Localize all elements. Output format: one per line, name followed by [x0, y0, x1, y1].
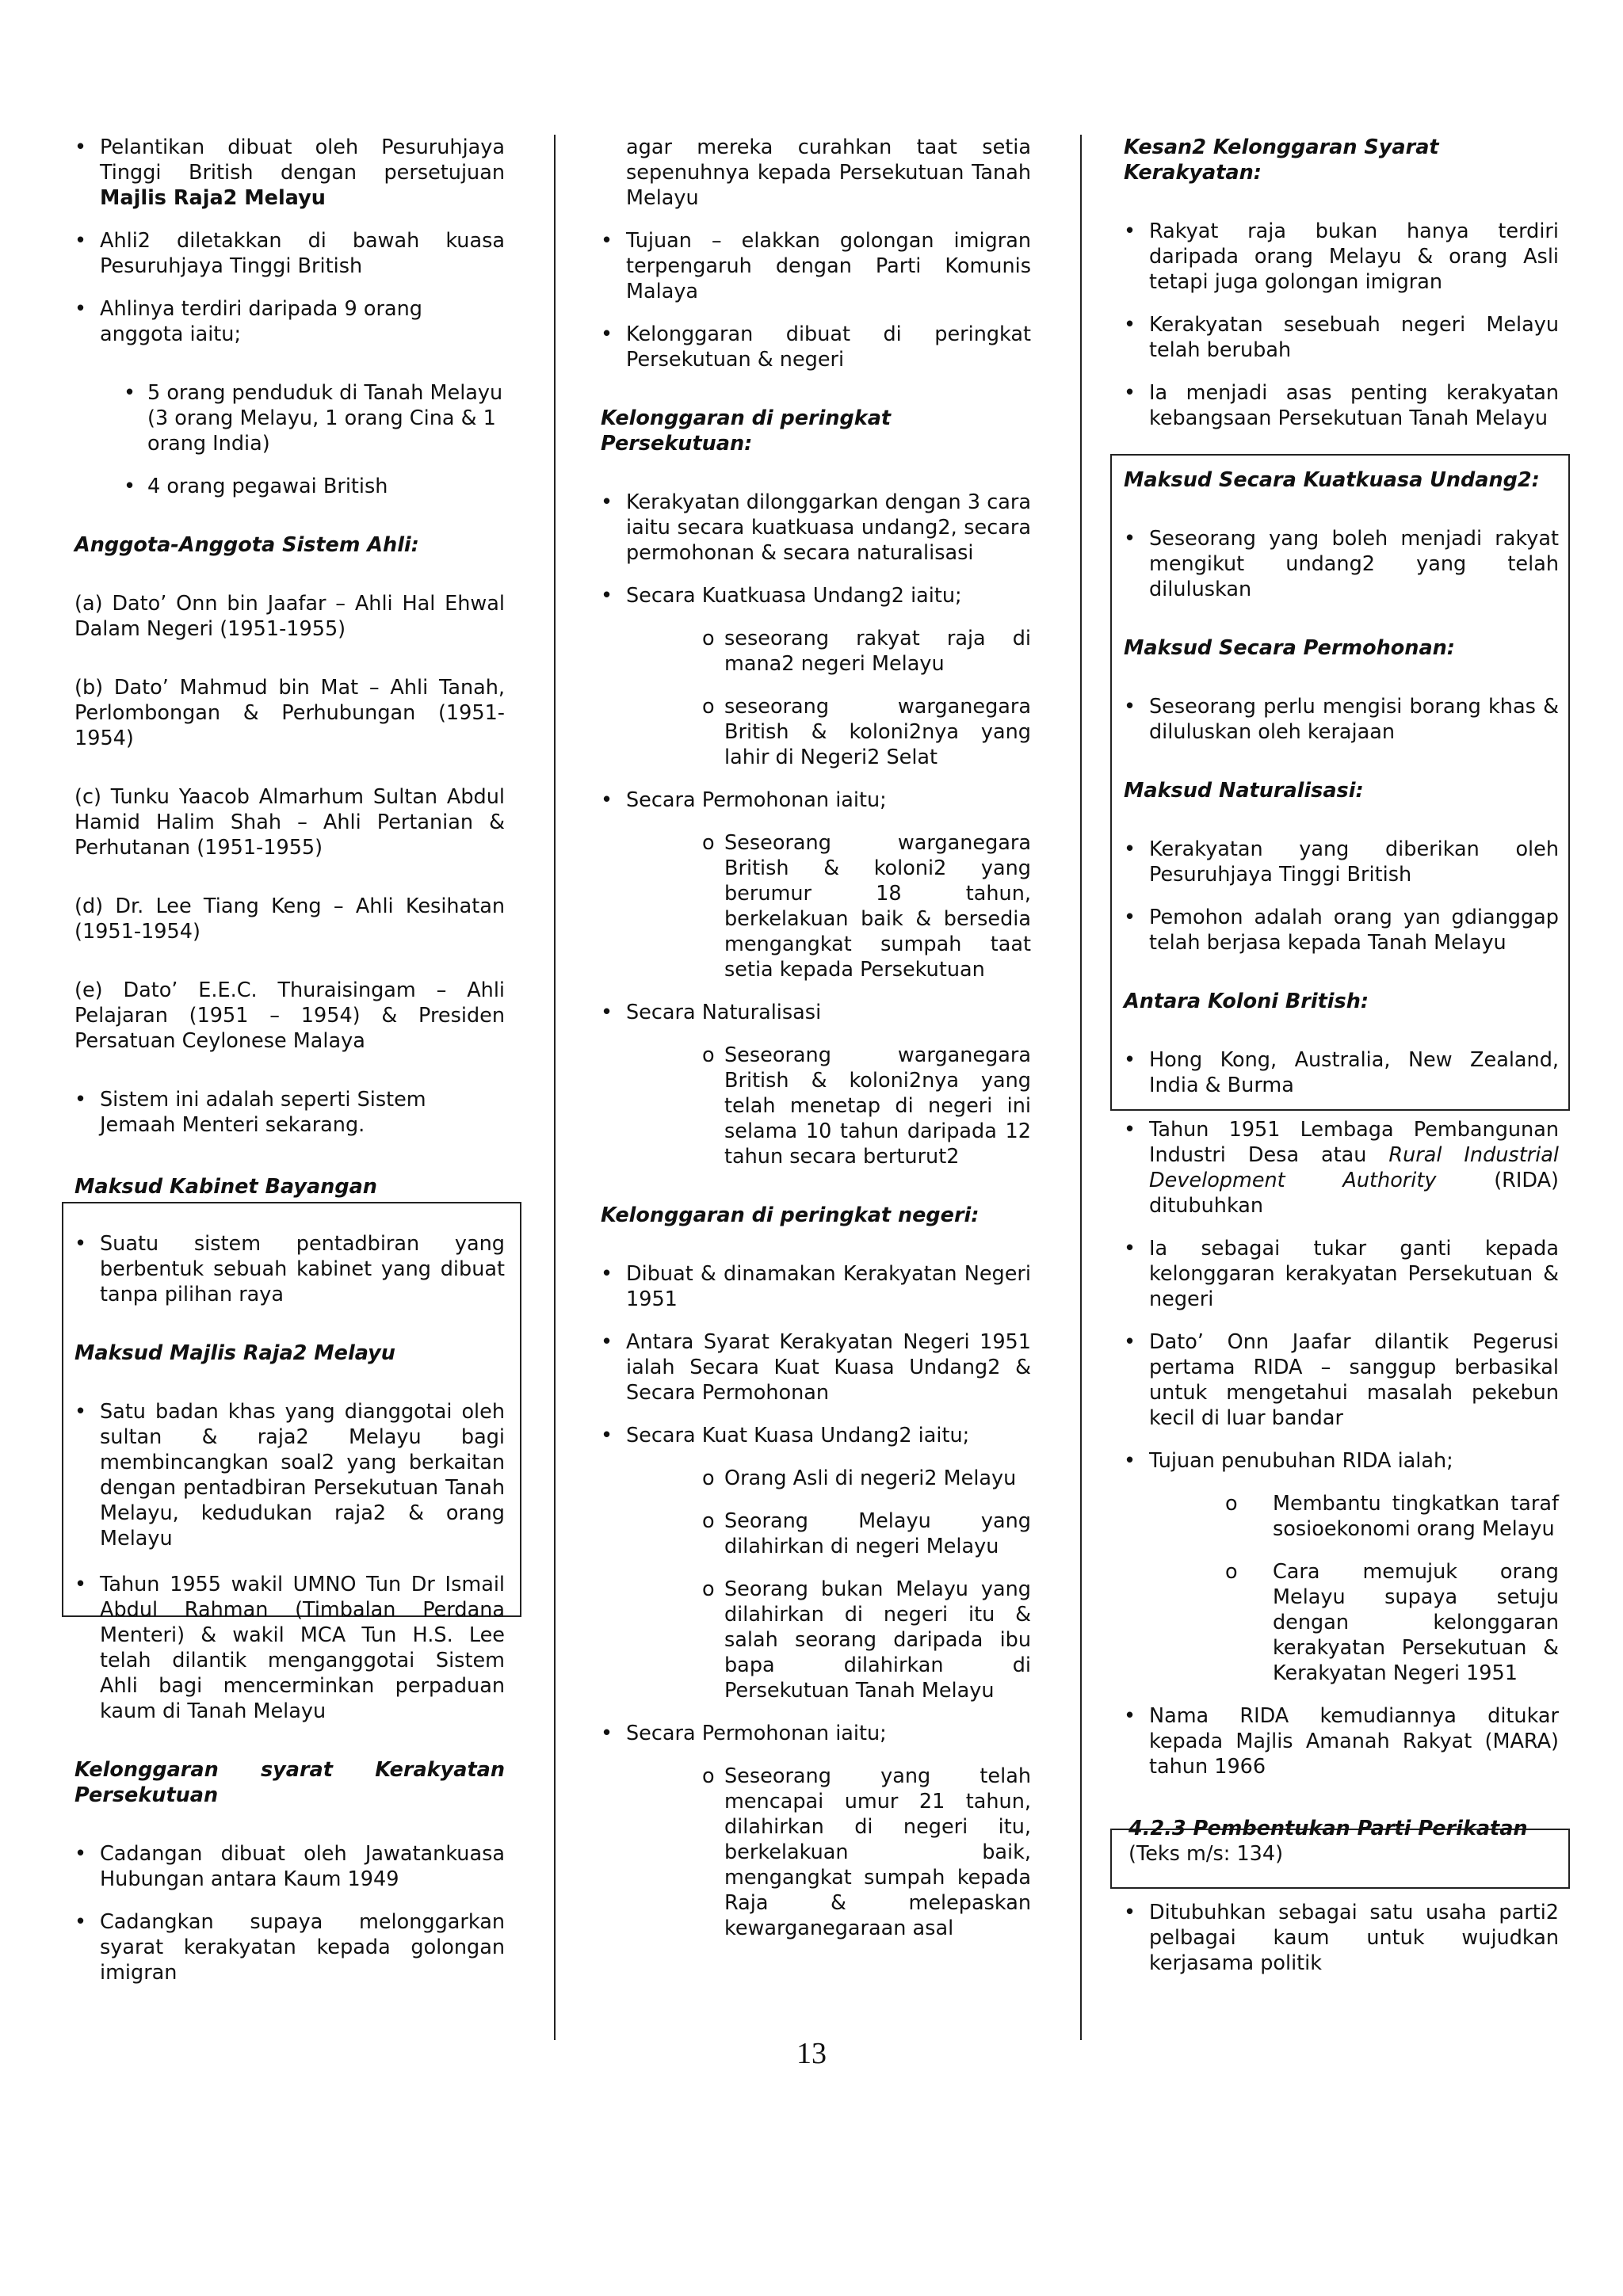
box-heading: Maksud Majlis Raja2 Melayu: [74, 1341, 395, 1365]
list-item: • Pelantikan dibuat oleh Pesuruhjaya Tinggi British dengan persetujuan Majlis Raja2 Melayu: [74, 135, 505, 211]
list-item: • Kerakyatan sesebuah negeri Melayu telah berubah: [1124, 312, 1559, 363]
box-heading: Maksud Kabinet Bayangan: [74, 1175, 377, 1199]
list-item: • Kerakyatan yang diberikan oleh Pesuruhjaya Tinggi British: [1124, 837, 1559, 887]
list-item: • Tujuan – elakkan golongan imigran terpengaruh dengan Parti Komunis Malaya: [601, 228, 1031, 304]
member-entry: (e) Dato’ E.E.C. Thuraisingam – Ahli Pelajaran (1951 – 1954) & Presiden Persatuan Ceylonese Malaya: [74, 978, 505, 1053]
column-right: [1124, 135, 1559, 1976]
box-heading: Maksud Secara Permohonan:: [1124, 636, 1455, 660]
column-left: [74, 135, 505, 1985]
page-number: 13: [796, 2037, 827, 2070]
list-item: • Ahli2 diletakkan di bawah kuasa Pesuruhjaya Tinggi British: [74, 228, 505, 279]
sub-list-item: o seseorang rakyat raja di mana2 negeri Melayu: [601, 626, 1031, 677]
sub-list-item: o Seseorang warganegara British & koloni2nya yang telah menetap di negeri ini selama 10 tahun daripada 12 tahun secara berturut2: [601, 1043, 1031, 1169]
section-heading: Kesan2 Kelonggaran Syarat Kerakyatan:: [1124, 135, 1439, 185]
list-item: • Kerakyatan dilonggarkan dengan 3 cara iaitu secara kuatkuasa undang2, secara permohonan & secara naturalisasi: [601, 490, 1031, 566]
sub-list-item: o Cara memujuk orang Melayu supaya setuju dengan kelonggaran kerakyatan Persekutuan & Kerakyatan Negeri 1951: [1124, 1559, 1559, 1686]
section-heading: Kelonggaran di peringkat negeri:: [601, 1203, 980, 1227]
list-item: • Tujuan penubuhan RIDA ialah;: [1124, 1448, 1559, 1474]
list-item: • Hong Kong, Australia, New Zealand, India & Burma: [1124, 1047, 1559, 1098]
list-item: • Seseorang perlu mengisi borang khas & diluluskan oleh kerajaan: [1124, 694, 1559, 745]
sub-list-item: o Seorang bukan Melayu yang dilahirkan di negeri itu & salah seorang daripada ibu bapa dilahirkan di Persekutuan Tanah Melayu: [601, 1577, 1031, 1703]
sub-list-item: o seseorang warganegara British & koloni2nya yang lahir di Negeri2 Selat: [601, 694, 1031, 770]
list-item: • Tahun 1951 Lembaga Pembangunan Industri Desa atau Rural Industrial Development Authority (RIDA) ditubuhkan: [1124, 1117, 1559, 1219]
list-item: • Ahlinya terdiri daripada 9 orang anggota iaitu;: [74, 296, 505, 347]
list-item: • Secara Permohonan iaitu;: [601, 1721, 1031, 1746]
sub-list-item: o Seseorang yang telah mencapai umur 21 tahun, dilahirkan di negeri itu, berkelakuan baik, mengangkat sumpah kepada Raja & melepaskan kewarganegaraan asal: [601, 1764, 1031, 1941]
sub-list-item: • 5 orang penduduk di Tanah Melayu (3 orang Melayu, 1 orang Cina & 1 orang India): [100, 380, 505, 456]
list-item: • Ditubuhkan sebagai satu usaha parti2 pelbagai kaum untuk wujudkan kerjasama politik: [1124, 1900, 1559, 1976]
sub-list-item: o Membantu tingkatkan taraf sosioekonomi orang Melayu: [1124, 1491, 1559, 1542]
sub-list-item: o Seorang Melayu yang dilahirkan di negeri Melayu: [601, 1508, 1031, 1559]
section-heading: Anggota-Anggota Sistem Ahli:: [74, 533, 419, 557]
section-heading: Kelonggaran syarat Kerakyatan Persekutuan: [74, 1758, 505, 1807]
list-item: • Cadangkan supaya melonggarkan syarat kerakyatan kepada golongan imigran: [74, 1909, 505, 1985]
column-divider-right: [1080, 135, 1082, 2040]
column-middle: [601, 135, 1031, 1941]
sub-list-item: o Orang Asli di negeri2 Melayu: [601, 1466, 1031, 1491]
list-item: • Pemohon adalah orang yan gdianggap telah berjasa kepada Tanah Melayu: [1124, 905, 1559, 955]
list-item: • Suatu sistem pentadbiran yang berbentuk sebuah kabinet yang dibuat tanpa pilihan raya: [74, 1231, 505, 1307]
list-item: • Secara Kuatkuasa Undang2 iaitu;: [601, 583, 1031, 608]
member-entry: (d) Dr. Lee Tiang Keng – Ahli Kesihatan (1951-1954): [74, 894, 505, 944]
column-divider-left: [554, 135, 556, 2040]
list-item: • Secara Permohonan iaitu;: [601, 788, 1031, 813]
list-item: • Kelonggaran dibuat di peringkat Persekutuan & negeri: [601, 322, 1031, 372]
list-item: • Nama RIDA kemudiannya ditukar kepada Majlis Amanah Rakyat (MARA) tahun 1966: [1124, 1703, 1559, 1779]
list-item: • Secara Naturalisasi: [601, 1000, 1031, 1025]
box-heading: Antara Koloni British:: [1124, 990, 1369, 1013]
list-item: • Rakyat raja bukan hanya terdiri daripada orang Melayu & orang Asli tetapi juga golongan imigran: [1124, 219, 1559, 295]
list-item: • Dato’ Onn Jaafar dilantik Pegerusi pertama RIDA – sanggup berbasikal untuk mengetahui masalah pekebun kecil di luar bandar: [1124, 1329, 1559, 1431]
sub-list-item: • 4 orang pegawai British: [100, 474, 505, 499]
box-heading: Maksud Naturalisasi:: [1124, 779, 1364, 803]
list-item: • Ia menjadi asas penting kerakyatan kebangsaan Persekutuan Tanah Melayu: [1124, 380, 1559, 431]
sub-list-item: o Seseorang warganegara British & koloni2 yang berumur 18 tahun, berkelakuan baik & bersedia mengangkat sumpah taat setia kepada Persekutuan: [601, 830, 1031, 982]
list-item: • Sistem ini adalah seperti Sistem Jemaah Menteri sekarang.: [74, 1087, 505, 1138]
list-item: • Satu badan khas yang dianggotai oleh sultan & raja2 Melayu bagi membincangkan soal2 yang berkaitan dengan pentadbiran Persekutuan Tanah Melayu, kedudukan raja2 & orang Melayu: [74, 1399, 505, 1551]
list-item: • Dibuat & dinamakan Kerakyatan Negeri 1951: [601, 1261, 1031, 1312]
list-item: • Seseorang yang boleh menjadi rakyat mengikut undang2 yang telah diluluskan: [1124, 526, 1559, 602]
list-item: • Cadangan dibuat oleh Jawatankuasa Hubungan antara Kaum 1949: [74, 1841, 505, 1892]
section-heading-perikatan: 4.2.3 Pembentukan Parti Perikatan (Teks m/s: 134): [1128, 1817, 1528, 1866]
section-heading: Kelonggaran di peringkat Persekutuan:: [601, 406, 892, 456]
list-item: • Tahun 1955 wakil UMNO Tun Dr Ismail Abdul Rahman (Timbalan Perdana Menteri) & wakil MCA Tun H.S. Lee telah dilantik menganggotai Sistem Ahli bagi mencerminkan perpaduan kaum di Tanah Melayu: [74, 1572, 505, 1724]
member-entry: (c) Tunku Yaacob Almarhum Sultan Abdul Hamid Halim Shah – Ahli Pertanian & Perhutanan (1951-1955): [74, 785, 505, 860]
list-item: • Ia sebagai tukar ganti kepada kelonggaran kerakyatan Persekutuan & negeri: [1124, 1236, 1559, 1312]
list-item: • Antara Syarat Kerakyatan Negeri 1951 ialah Secara Kuat Kuasa Undang2 & Secara Permohonan: [601, 1329, 1031, 1405]
member-entry: (b) Dato’ Mahmud bin Mat – Ahli Tanah, Perlombongan & Perhubungan (1951-1954): [74, 676, 505, 750]
continued-text: agar mereka curahkan taat setia sepenuhnya kepada Persekutuan Tanah Melayu: [626, 135, 1031, 210]
member-entry: (a) Dato’ Onn bin Jaafar – Ahli Hal Ehwal Dalam Negeri (1951-1955): [74, 592, 505, 641]
box-heading: Maksud Secara Kuatkuasa Undang2:: [1124, 468, 1540, 492]
list-item: • Secara Kuat Kuasa Undang2 iaitu;: [601, 1423, 1031, 1448]
